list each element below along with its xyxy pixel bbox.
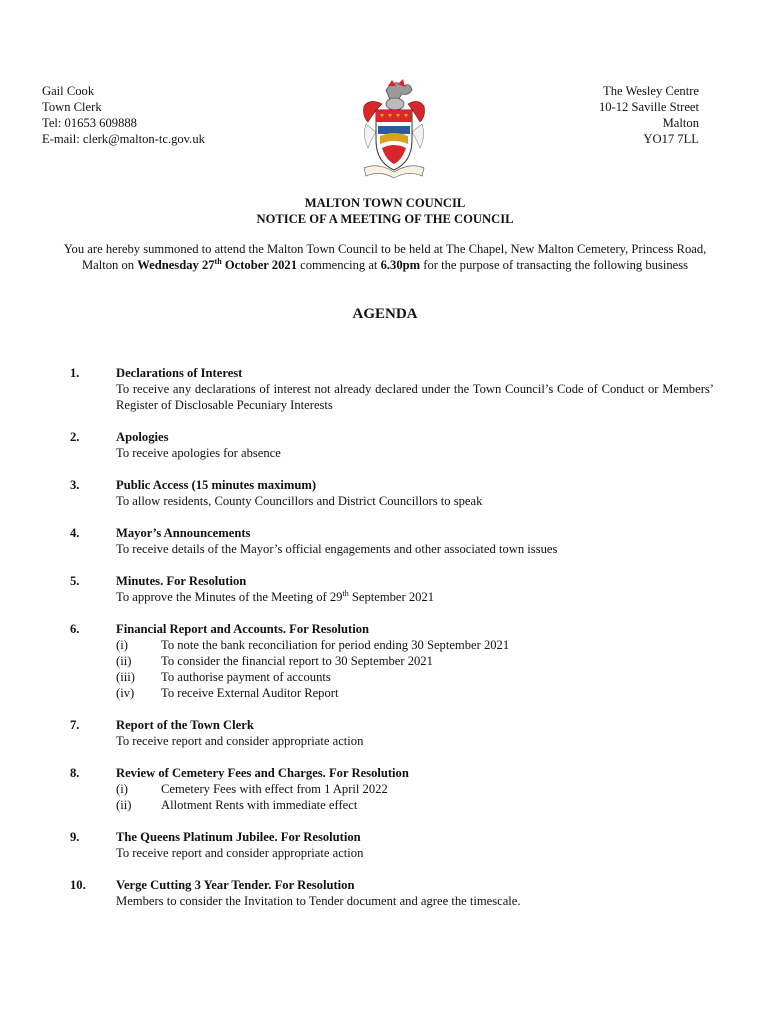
sub-item-text: To authorise payment of accounts [161,670,331,684]
meeting-time: 6.30pm [380,258,421,272]
meeting-date-suffix: th [214,256,222,266]
item-number: 2. [70,430,80,444]
address-line: Malton [662,116,699,130]
sub-item-text: To note the bank reconciliation for period ending 30 September 2021 [161,638,510,652]
agenda-title: AGENDA [352,306,418,322]
sub-item-numeral: (iv) [116,686,135,700]
item-title: Verge Cutting 3 Year Tender. For Resolution [116,878,355,892]
item-description-text: To approve the Minutes of the Meeting of 29 [116,590,343,604]
sub-item-text: Cemetery Fees with effect from 1 April 2022 [161,782,388,796]
coat-of-arms-icon [358,76,430,180]
item-description: To receive apologies for absence [116,446,281,460]
sub-item [116,637,714,653]
notice-title: NOTICE OF A MEETING OF THE COUNCIL [256,212,514,226]
sender-role: Town Clerk [42,100,102,114]
item-description: To receive any declarations of interest not already declared under the Town Council’s Code of Conduct or Members’ Register of Disclosable Pecuniary Interests [116,382,714,412]
item-number: 7. [70,718,80,732]
item-number: 5. [70,574,80,588]
item-number: 1. [70,366,80,380]
item-description: To receive report and consider appropriate action [116,846,364,860]
address-line: YO17 7LL [643,132,699,146]
address-block [599,83,699,147]
item-title: Mayor’s Announcements [116,526,251,540]
intro-paragraph [62,241,708,273]
sub-item-text: To receive External Auditor Report [161,686,339,700]
sender-block [42,83,205,147]
item-title: Apologies [116,430,169,444]
item-title: Review of Cemetery Fees and Charges. For Resolution [116,766,409,780]
council-name: MALTON TOWN COUNCIL [304,196,466,210]
item-title: Financial Report and Accounts. For Resolution [116,622,370,636]
intro-text: commencing at [297,258,381,272]
address-line: The Wesley Centre [603,84,699,98]
item-number: 4. [70,526,80,540]
meeting-date [137,258,297,272]
item-number: 8. [70,766,80,780]
item-title: The Queens Platinum Jubilee. For Resolution [116,830,361,844]
sub-item-numeral: (i) [116,638,128,652]
item-title: Declarations of Interest [116,366,243,380]
sub-item [116,669,714,685]
sub-item-text: Allotment Rents with immediate effect [161,798,358,812]
sub-item-text: To consider the financial report to 30 September 2021 [161,654,433,668]
item-description: To receive report and consider appropriate action [116,734,364,748]
sub-item-numeral: (ii) [116,654,132,668]
item-description: To allow residents, County Councillors and District Councillors to speak [116,494,483,508]
sender-tel: Tel: 01653 609888 [42,116,137,130]
sub-item-numeral: (i) [116,782,128,796]
item-description: Members to consider the Invitation to Tender document and agree the timescale. [116,894,521,908]
item-number: 6. [70,622,80,636]
sender-email: E-mail: clerk@malton-tc.gov.uk [42,132,205,146]
intro-text: for the purpose of transacting the following business [420,258,689,272]
date-suffix: th [342,588,349,598]
item-description [116,589,714,605]
sub-item [116,797,714,813]
sub-item [116,653,714,669]
item-title: Public Access (15 minutes maximum) [116,478,317,492]
item-title: Report of the Town Clerk [116,718,254,732]
item-title: Minutes. For Resolution [116,574,247,588]
sender-name: Gail Cook [42,84,95,98]
item-number: 9. [70,830,80,844]
item-number: 10. [70,878,86,892]
meeting-date-day: Wednesday 27 [137,258,215,272]
sub-item-numeral: (ii) [116,798,132,812]
item-number: 3. [70,478,80,492]
sub-item [116,685,714,701]
sub-item-numeral: (iii) [116,670,135,684]
sub-item [116,781,714,797]
item-description-text: September 2021 [348,590,435,604]
address-line: 10-12 Saville Street [598,100,699,114]
meeting-date-month: October 2021 [221,258,297,272]
item-description: To receive details of the Mayor’s official engagements and other associated town issues [116,542,558,556]
intro-text: You are hereby summoned to attend the Malton Town Council to be held at The Chapel, New Malton Cemetery, Princess Road, Malton on [63,242,707,272]
